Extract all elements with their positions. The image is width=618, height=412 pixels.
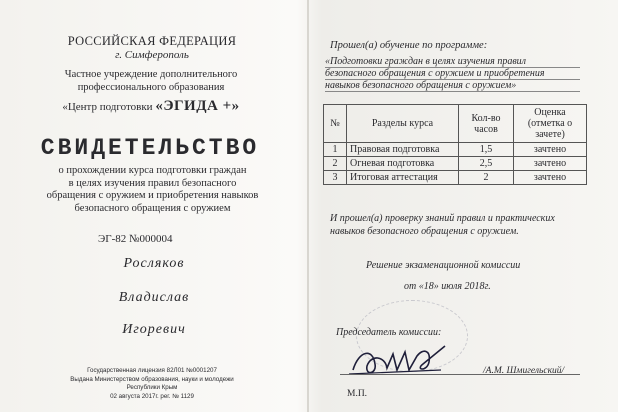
row-section: Итоговая аттестация bbox=[347, 171, 459, 185]
holder-first-name: Владислав bbox=[118, 290, 190, 305]
row-hours: 2 bbox=[459, 171, 514, 185]
signer-name: /А.М. Шмигельский/ bbox=[483, 366, 565, 376]
purpose-line: в целях изучения правил безопасного bbox=[68, 177, 237, 189]
program-line: безопасного обращения с оружием и приобретения bbox=[325, 68, 545, 79]
purpose-text bbox=[10, 165, 295, 215]
license-line: 02 августа 2017г. рег. № 1129 bbox=[110, 392, 194, 400]
row-hours: 1,5 bbox=[459, 143, 514, 157]
license-line: Республики Крым bbox=[126, 384, 178, 391]
registration-number: ЭГ-82 №000004 bbox=[98, 233, 173, 245]
license-line: Выдана Министерством образования, науки и молодежи bbox=[70, 375, 234, 383]
course-table bbox=[323, 104, 587, 185]
program-line: навыков безопасного обращения с оружием» bbox=[325, 80, 517, 91]
program-name bbox=[325, 56, 575, 92]
org-line-2: профессионального образования bbox=[77, 82, 225, 93]
program-label: Прошел(а) обучение по программе: bbox=[330, 40, 488, 51]
org-name-line bbox=[20, 98, 282, 115]
table-header: № bbox=[324, 105, 347, 143]
table-row bbox=[324, 157, 587, 171]
underline bbox=[325, 67, 580, 68]
row-section: Огневая подготовка bbox=[347, 157, 459, 171]
row-number: 3 bbox=[324, 171, 347, 185]
holder-patronymic: Игоревич bbox=[122, 322, 186, 337]
country-heading: РОССИЙСКАЯ ФЕДЕРАЦИЯ bbox=[67, 34, 237, 48]
table-row bbox=[324, 143, 587, 157]
city: г. Симферополь bbox=[115, 49, 189, 61]
org-name: «ЭГИДА +» bbox=[155, 98, 240, 114]
row-number: 1 bbox=[324, 143, 347, 157]
purpose-line: безопасного обращения с оружием bbox=[74, 202, 231, 214]
page-fold bbox=[307, 0, 309, 412]
row-number: 2 bbox=[324, 157, 347, 171]
license-info bbox=[36, 367, 268, 401]
purpose-line: о прохождении курса подготовки граждан bbox=[58, 165, 247, 176]
underline bbox=[325, 91, 580, 92]
table-header: Оценка (отметка о зачете) bbox=[514, 105, 587, 143]
row-grade: зачтено bbox=[514, 171, 587, 185]
org-line-1: Частное учреждение дополнительного bbox=[64, 69, 238, 80]
decision-label: Решение экзаменационной комиссии bbox=[366, 260, 521, 271]
holder-surname: Росляков bbox=[123, 256, 185, 271]
program-line: «Подготовки граждан в целях изучения правил bbox=[325, 56, 527, 67]
row-section: Правовая подготовка bbox=[347, 143, 459, 157]
license-line: Государственная лицензия 82Л01 №0001207 bbox=[87, 367, 217, 374]
row-grade: зачтено bbox=[514, 157, 587, 171]
row-grade: зачтено bbox=[514, 143, 587, 157]
org-prefix: «Центр подготовки bbox=[62, 101, 153, 113]
table-header: Кол-во часов bbox=[459, 105, 514, 143]
chair-label: Председатель комиссии: bbox=[336, 327, 442, 338]
passed-text: И прошел(а) проверку знаний правил и практических навыков безопасного обращения с оружием. bbox=[330, 213, 555, 237]
table-row bbox=[324, 171, 587, 185]
underline bbox=[325, 79, 580, 80]
row-hours: 2,5 bbox=[459, 157, 514, 171]
signature bbox=[345, 340, 455, 382]
decision-date: от «18» июля 2018г. bbox=[404, 281, 491, 292]
seal-place-label: М.П. bbox=[347, 389, 368, 399]
document-title: СВИДЕТЕЛЬСТВО bbox=[40, 135, 260, 161]
table-header: Разделы курса bbox=[347, 105, 459, 143]
purpose-line: обращения с оружием и приобретения навыков bbox=[46, 190, 259, 202]
